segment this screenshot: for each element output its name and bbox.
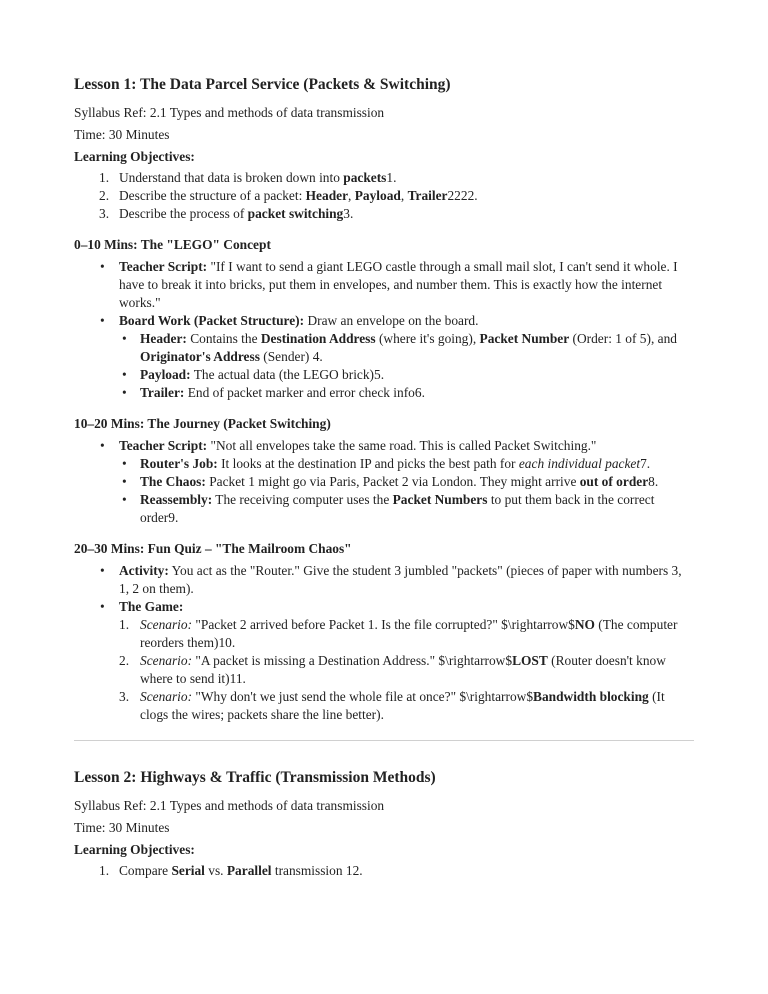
bullet-icon: • xyxy=(122,331,127,346)
list-item xyxy=(74,258,694,312)
lesson-1-objectives-label: Learning Objectives: xyxy=(74,149,195,164)
header-bold: Originator's Address xyxy=(140,349,260,364)
bullet-icon: • xyxy=(122,367,127,382)
list-number: 3. xyxy=(99,206,110,221)
scenario-item xyxy=(119,652,694,688)
objective-separator: , xyxy=(348,188,355,203)
objective-item xyxy=(74,169,694,187)
header-text: (where it's going), xyxy=(375,331,480,346)
list-item xyxy=(119,384,694,402)
scenario-explanation: (It clogs the wires; packets share the line better). xyxy=(140,689,665,722)
objective-item xyxy=(74,205,694,223)
objective-text: Compare xyxy=(119,863,172,878)
board-work-text: Draw an envelope on the board. xyxy=(304,313,479,328)
list-number: 1. xyxy=(99,170,110,185)
lesson-2-syllabus: Syllabus Ref: 2.1 Types and methods of data transmission xyxy=(74,798,385,813)
header-text: (Sender) 4. xyxy=(259,349,323,364)
board-work-label: Board Work (Packet Structure): xyxy=(119,313,305,328)
scenario-text: "Packet 2 arrived before Packet 1. Is the file corrupted?" $\rightarrow$ xyxy=(192,617,575,632)
objective-bold: Parallel xyxy=(226,863,272,878)
scenario-label: Scenario: xyxy=(140,617,193,632)
chaos-label: The Chaos: xyxy=(140,474,206,489)
list-item xyxy=(74,312,694,402)
objective-item xyxy=(74,187,694,205)
scenario-answer: NO xyxy=(574,617,595,632)
reassembly-bold: Packet Numbers xyxy=(392,492,488,507)
reassembly-text: to put them back in the correct order9. xyxy=(140,492,655,525)
reassembly-text: The receiving computer uses the xyxy=(212,492,393,507)
section-quiz-list xyxy=(74,562,694,724)
payload-text: The actual data (the LEGO brick)5. xyxy=(190,367,385,382)
header-text: Contains the xyxy=(186,331,261,346)
teacher-script-label: Teacher Script: xyxy=(119,259,208,274)
chaos-bold: out of order xyxy=(579,474,649,489)
teacher-script-text: "Not all envelopes take the same road. This is called Packet Switching." xyxy=(207,438,597,453)
router-italic: each individual packet xyxy=(518,456,641,471)
objective-text: Describe the structure of a packet: xyxy=(119,188,306,203)
scenario-text: "Why don't we just send the whole file at once?" $\rightarrow$ xyxy=(192,689,534,704)
objective-bold: Serial xyxy=(171,863,205,878)
teacher-script-label: Teacher Script: xyxy=(119,438,208,453)
list-item xyxy=(119,366,694,384)
objective-ref: 3. xyxy=(343,206,354,221)
objective-bold: Trailer xyxy=(407,188,448,203)
section-heading-quiz: 20–30 Mins: Fun Quiz – "The Mailroom Chaos" xyxy=(74,541,352,556)
bullet-icon: • xyxy=(100,599,105,614)
bullet-icon: • xyxy=(122,474,127,489)
activity-text: You act as the "Router." Give the student 3 jumbled "packets" (pieces of paper with numbers 3, 1, 2 on them). xyxy=(119,563,682,596)
game-scenarios-list xyxy=(119,616,694,724)
scenario-answer: Bandwidth blocking xyxy=(533,689,649,704)
objective-bold: Payload xyxy=(354,188,401,203)
lesson-1-title: Lesson 1: The Data Parcel Service (Packets & Switching) xyxy=(74,76,451,93)
list-item xyxy=(119,473,694,491)
header-bold: Packet Number xyxy=(479,331,570,346)
list-item xyxy=(119,330,694,366)
scenario-item xyxy=(119,616,694,652)
scenario-label: Scenario: xyxy=(140,689,193,704)
bullet-icon: • xyxy=(122,492,127,507)
lesson-2-objectives-list xyxy=(74,862,694,880)
objective-text: vs. xyxy=(204,863,227,878)
packet-structure-list xyxy=(119,330,694,402)
lesson-2-time: Time: 30 Minutes xyxy=(74,820,170,835)
list-number: 2. xyxy=(99,188,110,203)
objective-ref: 1. xyxy=(386,170,397,185)
section-divider xyxy=(74,740,694,741)
list-item xyxy=(119,491,694,527)
bullet-icon: • xyxy=(122,456,127,471)
activity-label: Activity: xyxy=(119,563,169,578)
scenario-item xyxy=(119,688,694,724)
chaos-ref: 8. xyxy=(648,474,659,489)
list-item xyxy=(74,437,694,527)
chaos-text: Packet 1 might go via Paris, Packet 2 via London. They might arrive xyxy=(205,474,580,489)
scenario-explanation: (The computer reorders them)10. xyxy=(140,617,678,650)
bullet-icon: • xyxy=(100,313,105,328)
packet-switching-list xyxy=(119,455,694,527)
list-number: 1. xyxy=(99,863,110,878)
scenario-explanation: (Router doesn't know where to send it)11. xyxy=(140,653,666,686)
scenario-answer: LOST xyxy=(512,653,548,668)
game-label: The Game: xyxy=(119,599,184,614)
scenario-label: Scenario: xyxy=(140,653,193,668)
section-journey-list xyxy=(74,437,694,527)
lesson-1-time: Time: 30 Minutes xyxy=(74,127,170,142)
router-text: It looks at the destination IP and picks the best path for xyxy=(217,456,519,471)
objective-bold: packets xyxy=(343,170,387,185)
list-number: 1. xyxy=(119,617,130,632)
lesson-2-title: Lesson 2: Highways & Traffic (Transmission Methods) xyxy=(74,769,436,786)
lesson-1-syllabus: Syllabus Ref: 2.1 Types and methods of data transmission xyxy=(74,105,385,120)
objective-text: Describe the process of xyxy=(119,206,248,221)
trailer-text: End of packet marker and error check info6. xyxy=(184,385,425,400)
payload-label: Payload: xyxy=(140,367,191,382)
header-bold: Destination Address xyxy=(260,331,376,346)
teacher-script-text: "If I want to send a giant LEGO castle through a small mail slot, I can't send it whole. I have to break it into bricks, put them in envelopes, and number them. This is exactly how the internet works." xyxy=(119,259,678,310)
objective-bold: packet switching xyxy=(247,206,344,221)
list-item xyxy=(119,455,694,473)
bullet-icon: • xyxy=(100,563,105,578)
header-text: (Order: 1 of 5), and xyxy=(569,331,677,346)
objective-ref: 2222. xyxy=(447,188,478,203)
section-lego-list xyxy=(74,258,694,402)
router-label: Router's Job: xyxy=(140,456,218,471)
bullet-icon: • xyxy=(100,438,105,453)
objective-ref: transmission 12. xyxy=(271,863,363,878)
section-heading-lego: 0–10 Mins: The "LEGO" Concept xyxy=(74,237,271,252)
section-heading-journey: 10–20 Mins: The Journey (Packet Switching) xyxy=(74,416,331,431)
router-ref: 7. xyxy=(640,456,651,471)
bullet-icon: • xyxy=(122,385,127,400)
objective-bold: Header xyxy=(305,188,349,203)
objective-separator: , xyxy=(400,188,408,203)
list-item xyxy=(74,598,694,724)
trailer-label: Trailer: xyxy=(140,385,185,400)
scenario-text: "A packet is missing a Destination Address." $\rightarrow$ xyxy=(192,653,513,668)
reassembly-label: Reassembly: xyxy=(140,492,213,507)
objective-item xyxy=(74,862,694,880)
objective-text: Understand that data is broken down into xyxy=(119,170,344,185)
header-label: Header: xyxy=(140,331,187,346)
list-item xyxy=(74,562,694,598)
list-number: 2. xyxy=(119,653,130,668)
bullet-icon: • xyxy=(100,259,105,274)
lesson-2-objectives-label: Learning Objectives: xyxy=(74,842,195,857)
list-number: 3. xyxy=(119,689,130,704)
lesson-1-objectives-list xyxy=(74,169,694,223)
